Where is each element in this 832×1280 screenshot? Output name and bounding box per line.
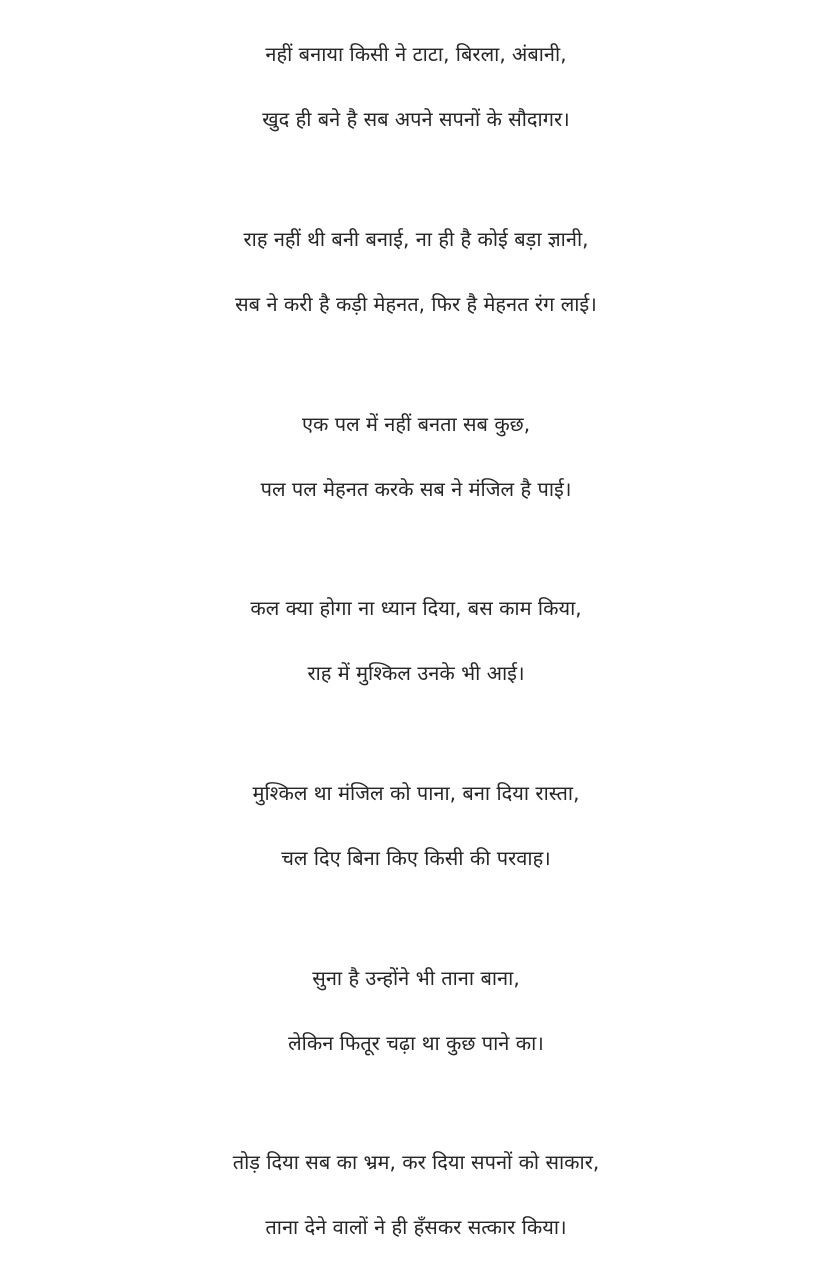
poem-line: मुश्किल था मंजिल को पाना, बना दिया रास्ता,: [252, 781, 580, 805]
poem-line: खुद ही बने है सब अपने सपनों के सौदागर।: [262, 107, 570, 131]
poem-line: चल दिए बिना किए किसी की परवाह।: [281, 846, 551, 870]
poem-line: लेकिन फितूर चढ़ा था कुछ पाने का।: [288, 1031, 544, 1055]
poem-line: तोड़ दिया सब का भ्रम, कर दिया सपनों को साकार,: [232, 1150, 600, 1174]
poem-line: ताना देने वालों ने ही हँसकर सत्कार किया।: [265, 1215, 567, 1239]
poem-line: एक पल में नहीं बनता सब कुछ,: [301, 412, 531, 436]
poem-line: सुना है उन्होंने भी ताना बाना,: [312, 966, 520, 990]
poem-line: सब ने करी है कड़ी मेहनत, फिर है मेहनत रंग लाई।: [235, 292, 597, 316]
poem-line: राह में मुश्किल उनके भी आई।: [307, 661, 525, 685]
poem-line: पल पल मेहनत करके सब ने मंजिल है पाई।: [260, 477, 572, 501]
poem-line: नहीं बनाया किसी ने टाटा, बिरला, अंबानी,: [265, 42, 567, 66]
poem-line: राह नहीं थी बनी बनाई, ना ही है कोई बड़ा ज्ञानी,: [243, 227, 589, 251]
poem-line: कल क्या होगा ना ध्यान दिया, बस काम किया,: [250, 596, 582, 620]
